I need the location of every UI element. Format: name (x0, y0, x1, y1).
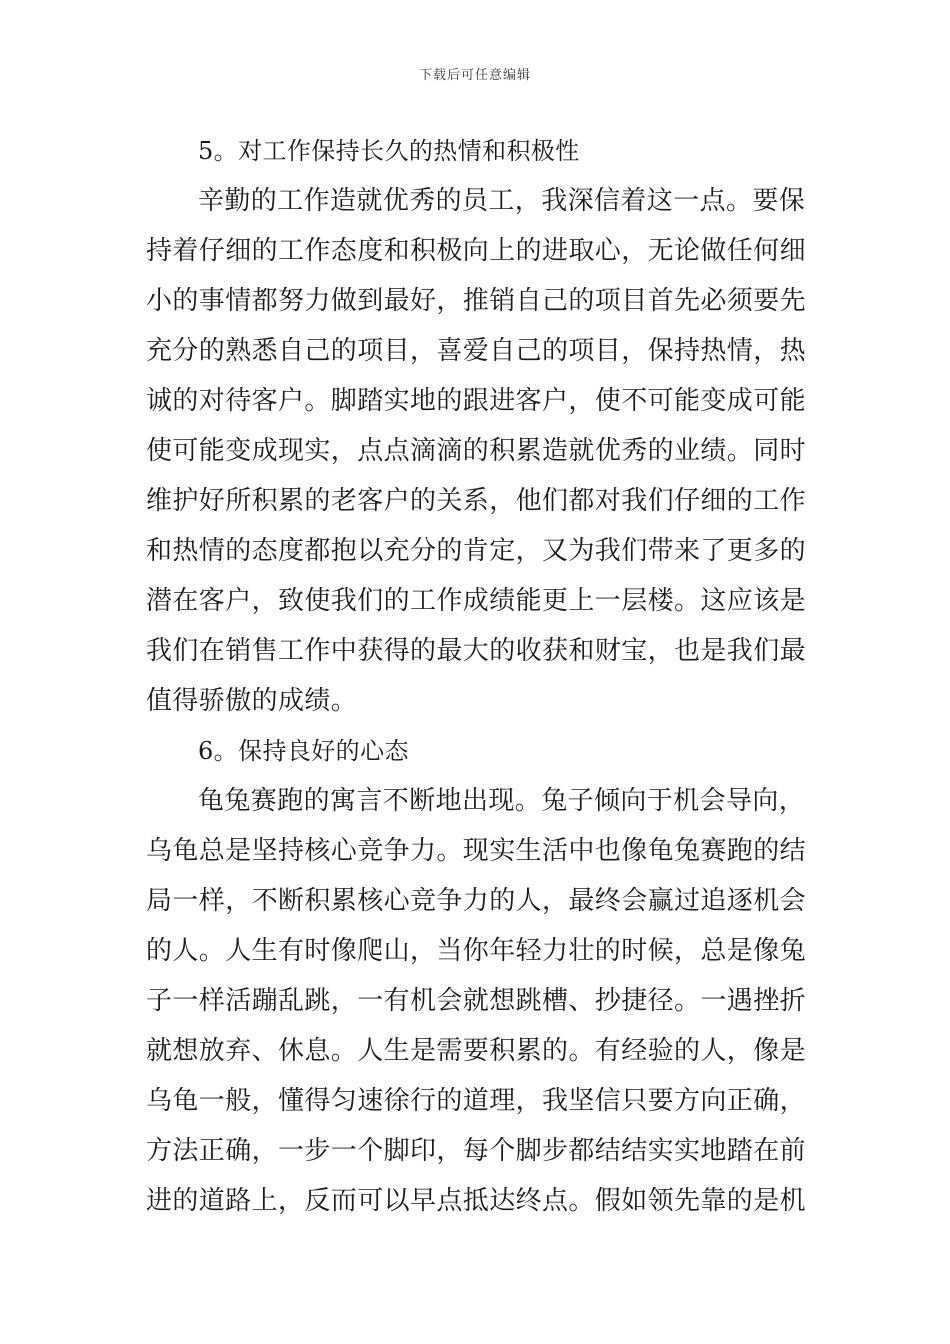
paragraph-line: 维护好所积累的老客户的关系，他们都对我们仔细的工作 (146, 486, 807, 516)
paragraph-line: 值得骄傲的成绩。 (146, 686, 358, 716)
paragraph-line: 进的道路上，反而可以早点抵达终点。假如领先靠的是机 (146, 1186, 807, 1216)
paragraph-line: 和热情的态度都抱以充分的肯定，又为我们带来了更多的 (146, 536, 807, 566)
paragraph-line: 局一样，不断积累核心竞争力的人，最终会赢过追逐机会 (146, 886, 807, 916)
paragraph-line: 龟兔赛跑的寓言不断地出现。兔子倾向于机会导向， (198, 786, 806, 816)
document-body (146, 126, 810, 1226)
section-heading-5: 5。对工作保持长久的热情和积极性 (198, 137, 580, 165)
paragraph-line: 方法正确，一步一个脚印，每个脚步都结结实实地踏在前 (146, 1136, 807, 1166)
section-heading-6: 6。保持良好的心态 (198, 737, 409, 765)
paragraph-line: 就想放弃、休息。人生是需要积累的。有经验的人，像是 (146, 1036, 807, 1066)
paragraph-line: 小的事情都努力做到最好，推销自己的项目首先必须要先 (146, 286, 807, 316)
paragraph-line: 潜在客户，致使我们的工作成绩能更上一层楼。这应该是 (146, 586, 807, 616)
paragraph-line: 充分的熟悉自己的项目，喜爱自己的项目，保持热情，热 (146, 336, 807, 366)
paragraph-line: 我们在销售工作中获得的最大的收获和财宝，也是我们最 (146, 636, 807, 666)
paragraph-line: 使可能变成现实，点点滴滴的积累造就优秀的业绩。同时 (146, 436, 807, 466)
paragraph-line: 子一样活蹦乱跳，一有机会就想跳槽、抄捷径。一遇挫折 (146, 986, 807, 1016)
paragraph-line: 持着仔细的工作态度和积极向上的进取心，无论做任何细 (146, 236, 807, 266)
paragraph-line: 的人。人生有时像爬山，当你年轻力壮的时候，总是像兔 (146, 936, 807, 966)
page-header-note: 下载后可任意编辑 (418, 68, 531, 83)
paragraph-line: 乌龟总是坚持核心竞争力。现实生活中也像龟兔赛跑的结 (146, 836, 807, 866)
paragraph-line: 诚的对待客户。脚踏实地的跟进客户，使不可能变成可能 (146, 386, 807, 416)
paragraph-line: 乌龟一般，懂得匀速徐行的道理，我坚信只要方向正确， (146, 1086, 807, 1116)
paragraph-line: 辛勤的工作造就优秀的员工，我深信着这一点。要保 (198, 186, 806, 216)
